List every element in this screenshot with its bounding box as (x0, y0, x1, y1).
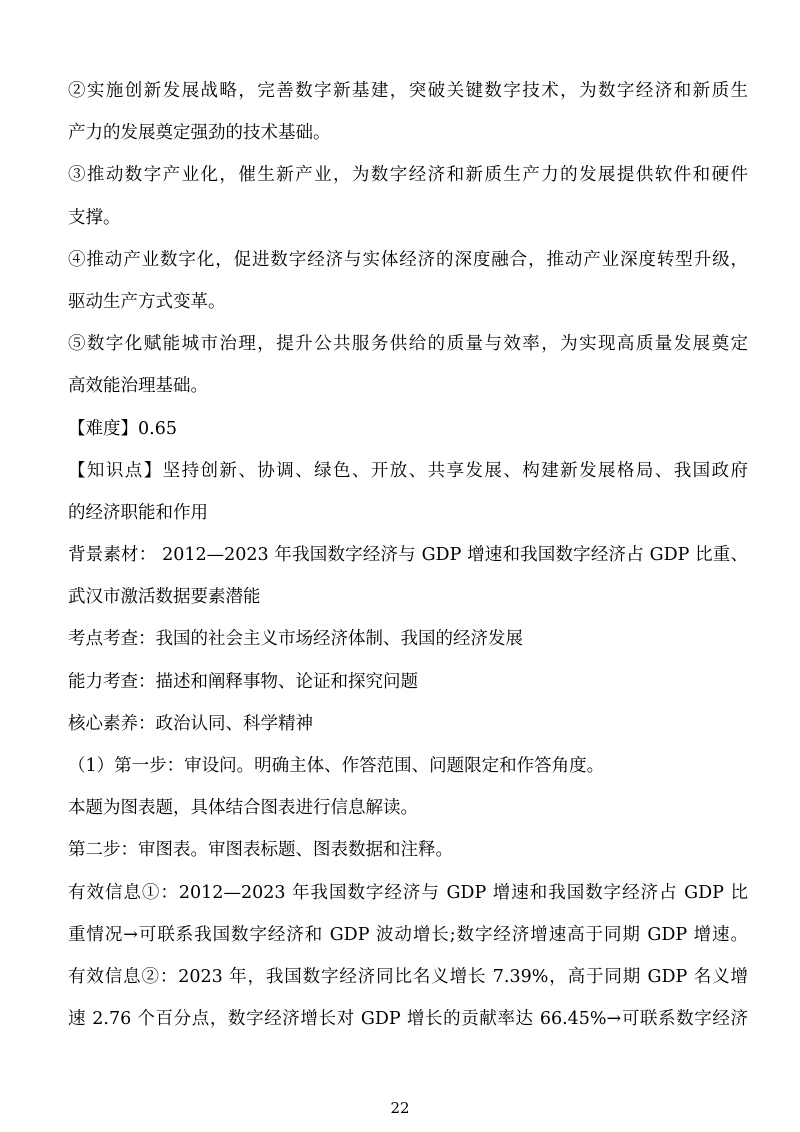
text-line: ③推动数字产业化，催生新产业，为数字经济和新质生产力的发展提供软件和硬件 (68, 165, 748, 186)
text-line: 的经济职能和作用 (68, 502, 208, 523)
text-line: 武汉市激活数据要素潜能 (68, 587, 261, 608)
text-line: ②实施创新发展战略，完善数字新基建，突破关键数字技术，为数字经济和新质生 (68, 81, 748, 101)
text-line: 产力的发展奠定强劲的技术基础。 (68, 123, 331, 144)
ability-line: 能力考查：描述和阐释事物、论证和探究问题 (68, 671, 418, 692)
text-line: 速 2.76 个百分点，数字经济增长对 GDP 增长的贡献率达 66.45%→可联系数字经济 (68, 1009, 748, 1030)
exam-points-line: 考点考查：我国的社会主义市场经济体制、我国的经济发展 (68, 629, 523, 650)
text-line: （1）第一步：审设问。明确主体、作答范围、问题限定和作答角度。 (68, 756, 605, 776)
text-line: 支撑。 (68, 207, 121, 228)
difficulty-line: 【难度】0.65 (68, 418, 177, 439)
effective-info-line: 有效信息①：2012—2023 年我国数字经济与 GDP 增速和我国数字经济占 GDP 比 (68, 882, 748, 903)
text-line: ⑤数字化赋能城市治理，提升公共服务供给的质量与效率，为实现高质量发展奠定 (68, 334, 748, 355)
knowledge-points-line: 【知识点】坚持创新、协调、绿色、开放、共享发展、构建新发展格局、我国政府 (68, 460, 748, 481)
core-literacy-line: 核心素养：政治认同、科学精神 (68, 713, 313, 734)
text-line: ④推动产业数字化，促进数字经济与实体经济的深度融合，推动产业深度转型升级， (68, 249, 748, 270)
effective-info-line: 有效信息②：2023 年，我国数字经济同比名义增长 7.39%，高于同期 GDP 名义增 (68, 966, 748, 987)
text-line: 驱动生产方式变革。 (68, 291, 226, 312)
text-line: 本题为图表题，具体结合图表进行信息解读。 (68, 798, 418, 819)
document-body (68, 70, 748, 1040)
page-number: 22 (390, 1099, 410, 1117)
text-line: 第二步：审图表。审图表标题、图表数据和注释。 (68, 840, 453, 861)
background-material-line: 背景素材： 2012—2023 年我国数字经济与 GDP 增速和我国数字经济占 GDP 比重、 (68, 545, 748, 566)
text-line: 重情况→可联系我国数字经济和 GDP 波动增长;数字经济增速高于同期 GDP 增速。 (68, 924, 748, 945)
text-line: 高效能治理基础。 (68, 376, 208, 397)
